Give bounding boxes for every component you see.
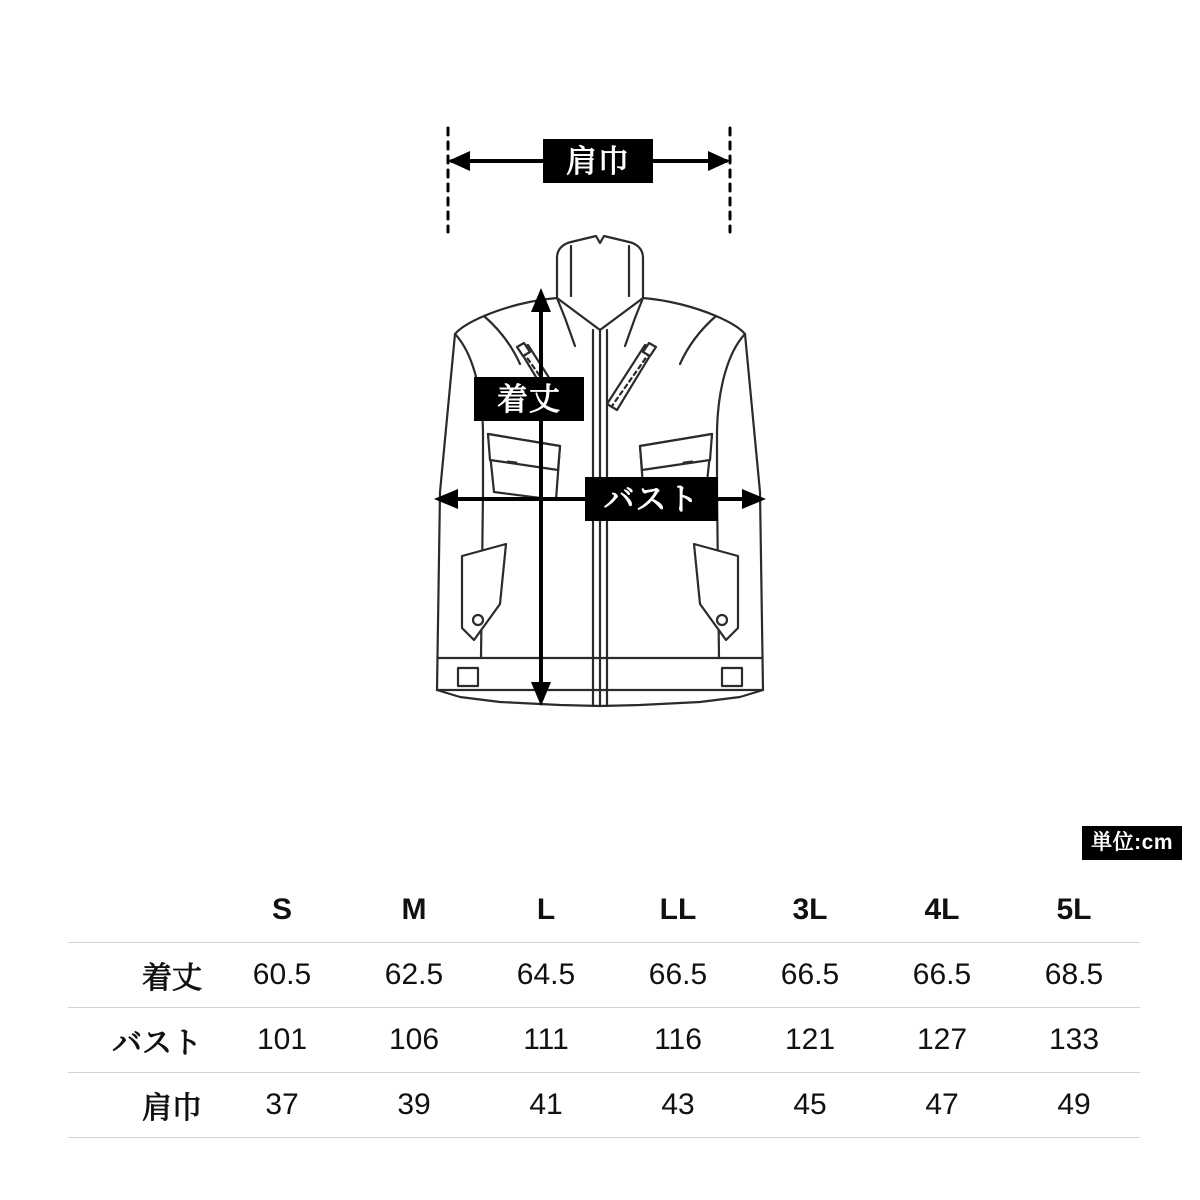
shoulder-width-label: 肩巾: [543, 139, 653, 183]
table-cell: 111: [480, 1008, 612, 1073]
table-cell: 68.5: [1008, 943, 1140, 1008]
table-cell: 106: [348, 1008, 480, 1073]
unit-badge: 単位:cm: [1082, 826, 1182, 860]
table-col-header: LL: [612, 878, 744, 943]
table-cell: 37: [216, 1073, 348, 1138]
size-chart-table: [68, 878, 1140, 1138]
table-cell: 47: [876, 1073, 1008, 1138]
table-cell: 127: [876, 1008, 1008, 1073]
bust-label: バスト: [585, 477, 718, 521]
table-cell: 66.5: [612, 943, 744, 1008]
table-corner-cell: [68, 878, 216, 943]
table-col-header: 4L: [876, 878, 1008, 943]
table-cell: 43: [612, 1073, 744, 1138]
table-row: [68, 1008, 1140, 1073]
table-cell: 39: [348, 1073, 480, 1138]
table-col-header: L: [480, 878, 612, 943]
table-col-header: 5L: [1008, 878, 1140, 943]
table-col-header: 3L: [744, 878, 876, 943]
table-row: [68, 943, 1140, 1008]
table-row-header: 着丈: [68, 943, 216, 1008]
table-row: [68, 1073, 1140, 1138]
table-cell: 66.5: [876, 943, 1008, 1008]
table-cell: 62.5: [348, 943, 480, 1008]
table-cell: 101: [216, 1008, 348, 1073]
body-length-label: 着丈: [474, 377, 584, 421]
table-cell: 41: [480, 1073, 612, 1138]
table-header-row: [68, 878, 1140, 943]
table-row-header: バスト: [68, 1008, 216, 1073]
table-cell: 133: [1008, 1008, 1140, 1073]
table-cell: 49: [1008, 1073, 1140, 1138]
table-cell: 116: [612, 1008, 744, 1073]
table-row-header: 肩巾: [68, 1073, 216, 1138]
table-cell: 45: [744, 1073, 876, 1138]
table-col-header: M: [348, 878, 480, 943]
table-cell: 60.5: [216, 943, 348, 1008]
table-cell: 121: [744, 1008, 876, 1073]
table-cell: 66.5: [744, 943, 876, 1008]
table-col-header: S: [216, 878, 348, 943]
table-cell: 64.5: [480, 943, 612, 1008]
